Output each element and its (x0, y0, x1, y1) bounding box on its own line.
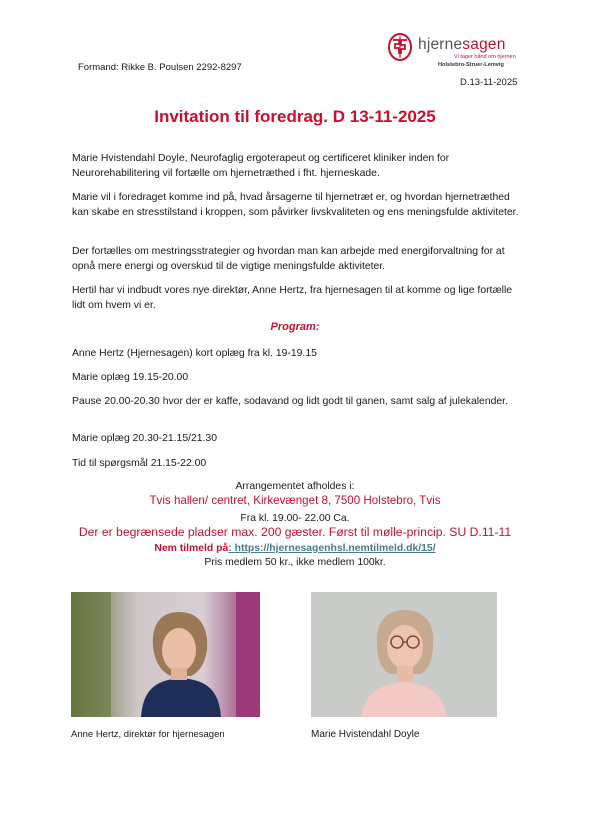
intro-paragraph-3: Der fortælles om mestringsstrategier og hvordan man kan arbejde med energiforvaltning for at opnå mere energi og overskud til de vigtige meningsfulde aktiviteter. (72, 246, 505, 273)
signup-label: Nem tilmeld på (154, 543, 229, 554)
program-item: Tid til spørgsmål 21.15-22.00 (72, 458, 207, 469)
anne-hertz-photo (71, 592, 260, 717)
venue-address: Tvis hallen/ centret, Kirkevænget 8, 7500 Holstebro, Tvis (149, 494, 441, 507)
logo-tagline: Vi tager hånd om hjernen (454, 54, 516, 60)
hjernesagen-logo (388, 33, 538, 73)
venue-time: Fra kl. 19.00- 22.00 Ca. (240, 513, 350, 524)
chairman-contact: Formand: Rikke B. Poulsen 2292-8297 (78, 62, 242, 73)
signup-line (60, 543, 530, 554)
signup-link[interactable]: : https://hjernesagenhsl.nemtilmeld.dk/15/ (228, 543, 436, 554)
program-item: Pause 20.00-20.30 hvor der er kaffe, sodavand og lidt godt til ganen, samt salg af julekalender. (72, 396, 508, 407)
capacity-notice: Der er begrænsede pladser max. 200 gæster. Først til mølle-princip. SU D.11-11 (78, 525, 512, 539)
program-item: Marie oplæg 20.30-21.15/21.30 (72, 433, 217, 444)
page-title: Invitation til foredrag. D 13-11-2025 (154, 107, 436, 126)
program-heading: Program: (270, 321, 320, 333)
intro-paragraph-1: Marie Hvistendahl Doyle, Neurofaglig ergoterapeut og certificeret kliniker inden for Neurorehabilitering vil fortælle om hjernetræthed i fht. hjerneskade. (72, 153, 450, 180)
program-item: Marie oplæg 19.15-20.00 (72, 372, 189, 383)
intro-paragraph-2: Marie vil i foredraget komme ind på, hvad årsagerne til hjernetræt er, og hvordan hjernetræthed kan skabe en stresstilstand i kroppen, som påvirker livskvaliteten og ens meningsfulde aktiviteter. (72, 192, 519, 219)
logo-wordmark: hjernesagen (418, 36, 506, 53)
marie-doyle-photo (311, 592, 497, 717)
photo-caption: Anne Hertz, direktør for hjernesagen (71, 729, 225, 740)
photo-caption: Marie Hvistendahl Doyle (311, 729, 420, 740)
program-item: Anne Hertz (Hjernesagen) kort oplæg fra kl. 19-19.15 (72, 348, 317, 359)
logo-region: Holstebro-Struer-Lemvig (438, 62, 504, 68)
venue-intro: Arrangementet afholdes i: (235, 481, 355, 492)
price-info: Pris medlem 50 kr., ikke medlem 100kr. (204, 557, 386, 568)
header-date: D.13-11-2025 (460, 77, 518, 88)
brain-pattern-icon (388, 33, 412, 61)
intro-paragraph-4: Hertil har vi indbudt vores nye direktør, Anne Hertz, fra hjernesagen til at komme og lige fortælle lidt om hvem vi er. (72, 285, 513, 312)
